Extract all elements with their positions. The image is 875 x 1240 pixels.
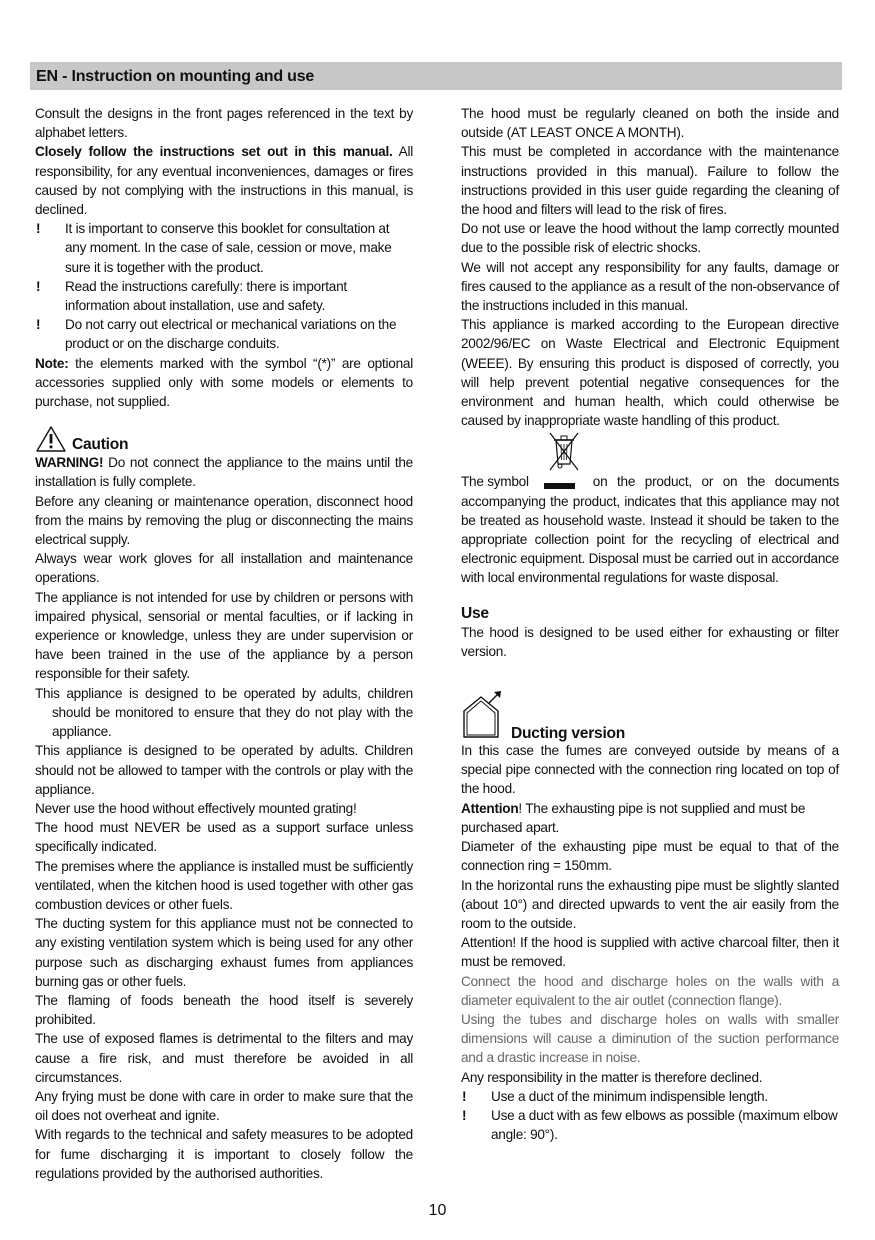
paragraph: Do not use or leave the hood without the lamp correctly mounted due to the possible risk of electric shocks. [461,221,839,256]
weee-bar-icon [544,483,575,489]
bullet-item [35,277,413,315]
bullet-text: Use a duct of the minimum indispensible length. [491,1088,768,1104]
note-text: the elements marked with the symbol “(*)” are optional accessories supplied only with some models or elements to purchase, not supplied. [35,355,413,410]
bullet-item [461,1087,839,1106]
paragraph: We will not accept any responsibility for any faults, damage or fires caused to the appliance as a result of the non-observance of the instructions included in this manual. [461,259,839,314]
weee-figure [461,430,839,472]
paragraph: Never use the hood without effectively mounted grating! [35,800,357,816]
bullet-text: It is important to conserve this booklet for consultation at any moment. In the case of sale, cession or move, make sure it is together with the product. [65,221,392,275]
caution-title: Caution [72,436,129,454]
adults-paragraph: This appliance is designed to be operated by adults, children should be monitored to ensure that they do not play with the appliance. [35,685,413,740]
left-column [35,104,413,1183]
note-label: Note: [35,355,69,371]
attention-paragraph [461,799,839,837]
ducting-paragraph: In this case the fumes are conveyed outside by means of a special pipe connected with the connection ring located on top of the hood. [461,743,839,797]
intro-paragraph: Consult the designs in the front pages referenced in the text by alphabet letters. [35,106,413,141]
follow-rest: All responsibility, for any eventual inconveniences, damages or fires caused by not complying with the instructions in this manual, is declined. [35,144,413,218]
bullet-item [35,219,413,277]
symbol-line [461,472,839,491]
use-paragraph: The hood is designed to be used either for exhausting or filter version. [461,624,839,659]
ducting-title: Ducting version [511,724,626,742]
paragraph: Any frying must be done with care in order to make sure that the oil does not overheat and ignite. [35,1088,413,1124]
symbol-paragraph: accompanying the product, indicates that this appliance may not be treated as household waste. Instead it should be taken to the appropriate collection point for the recycling of electrical and electronic equipment. Disposal must be carried out in accordance with local environmental regulations for waste disposal. [461,493,839,586]
exclamation-icon: ! [36,317,41,333]
paragraph: Diameter of the exhausting pipe must be equal to that of the connection ring = 150mm. [461,839,839,874]
right-column [461,104,839,1144]
paragraph: Before any cleaning or maintenance operation, disconnect hood from the mains by removing the plug or disconnecting the mains electrical supply. [35,493,413,548]
note-paragraph [35,354,413,412]
paragraph: The use of exposed flames is detrimental to the filters and may cause a fire risk, and must therefore be avoided in all circumstances. [35,1031,413,1085]
paragraph: The hood must be regularly cleaned on both the inside and outside (AT LEAST ONCE A MONTH). [461,106,839,141]
paragraph: In the horizontal runs the exhausting pipe must be slightly slanted (about 10°) and directed upwards to vent the air easily from the room to the outside. [461,877,839,931]
symbol-pre: The symbol [461,474,529,490]
bullet-item [35,315,413,353]
paragraph: The appliance is not intended for use by children or persons with impaired physical, sensorial or mental faculties, or if lacking in experience or knowledge, unless they are under supervision or have been trained in the use of the appliance by a person responsible for their safety. [35,589,413,682]
exclamation-icon: ! [36,278,41,294]
paragraph: Attention! If the hood is supplied with active charcoal filter, then it must be removed. [461,935,839,970]
paragraph: The flaming of foods beneath the hood itself is severely prohibited. [35,992,413,1028]
paragraph: Always wear work gloves for all installation and maintenance operations. [35,551,413,586]
follow-bold: Closely follow the instructions set out in this manual. [35,144,393,160]
section-title: EN - Instruction on mounting and use [36,68,315,85]
exclamation-icon: ! [462,1107,467,1123]
ducting-heading [461,689,839,741]
warning-label: WARNING! [35,455,104,471]
paragraph: The premises where the appliance is installed must be sufficiently ventilated, when the kitchen hood is used together with other gas combustion devices or other fuels. [35,858,413,912]
ducting-house-icon [461,689,507,741]
caution-heading [35,419,413,453]
paragraph: The ducting system for this appliance must not be connected to any existing ventilation system which is being used for any other purpose such as discharging exhaust fumes from appliances burning gas or other fuels. [35,916,413,989]
paragraph: The hood must NEVER be used as a support surface unless specifically indicated. [35,820,413,855]
section-header [30,62,842,90]
warning-triangle-icon [35,425,67,453]
follow-paragraph [35,142,413,219]
weee-paragraph: This appliance is marked according to the European directive 2002/96/EC on Waste Electrical and Electronic Equipment (WEEE). By ensuring this product is disposed of correctly, you will help prevent potential negative consequences for the environment and human health, which could otherwise be caused by inappropriate waste handling of this product. [461,317,839,429]
crossed-bin-icon [547,430,581,472]
paragraph: This appliance is designed to be operated by adults. Children should not be allowed to tamper with the controls or play with the appliance. [35,743,413,797]
page-number: 10 [428,1202,447,1219]
exclamation-icon: ! [36,221,41,237]
bullet-text: Use a duct with as few elbows as possible (maximum elbow angle: 90°). [491,1107,838,1143]
grey-paragraph: Connect the hood and discharge holes on the walls with a diameter equivalent to the air outlet (connection flange). [461,973,839,1008]
bullet-text: Do not carry out electrical or mechanical variations on the product or on the discharge conduits. [65,317,397,352]
grey-paragraph: Using the tubes and discharge holes on walls with smaller dimensions will cause a diminution of the suction performance and a drastic increase in noise. [461,1011,839,1066]
symbol-post: on the product, or on the documents [592,474,839,490]
warning-text: Do not connect the appliance to the mains until the installation is fully complete. [35,455,413,490]
warning-paragraph [35,453,413,491]
use-title: Use [461,604,489,622]
attention-label: Attention [461,800,519,816]
exclamation-icon: ! [462,1088,467,1104]
bullet-text: Read the instructions carefully: there is important information about installation, use and safety. [65,278,347,314]
declined-paragraph: Any responsibility in the matter is therefore declined. [461,1069,763,1085]
paragraph: This must be completed in accordance with the maintenance instructions provided in this manual). Failure to follow the instructions provided in this user guide regarding the cleaning of the hood and filters will lead to the risk of fires. [461,144,839,218]
bullet-item [461,1106,839,1144]
paragraph: With regards to the technical and safety measures to be adopted for fume discharging it is important to closely follow the regulations provided by the authorised authorities. [35,1127,413,1181]
attention-text: ! The exhausting pipe is not supplied and must be purchased apart. [461,800,806,835]
